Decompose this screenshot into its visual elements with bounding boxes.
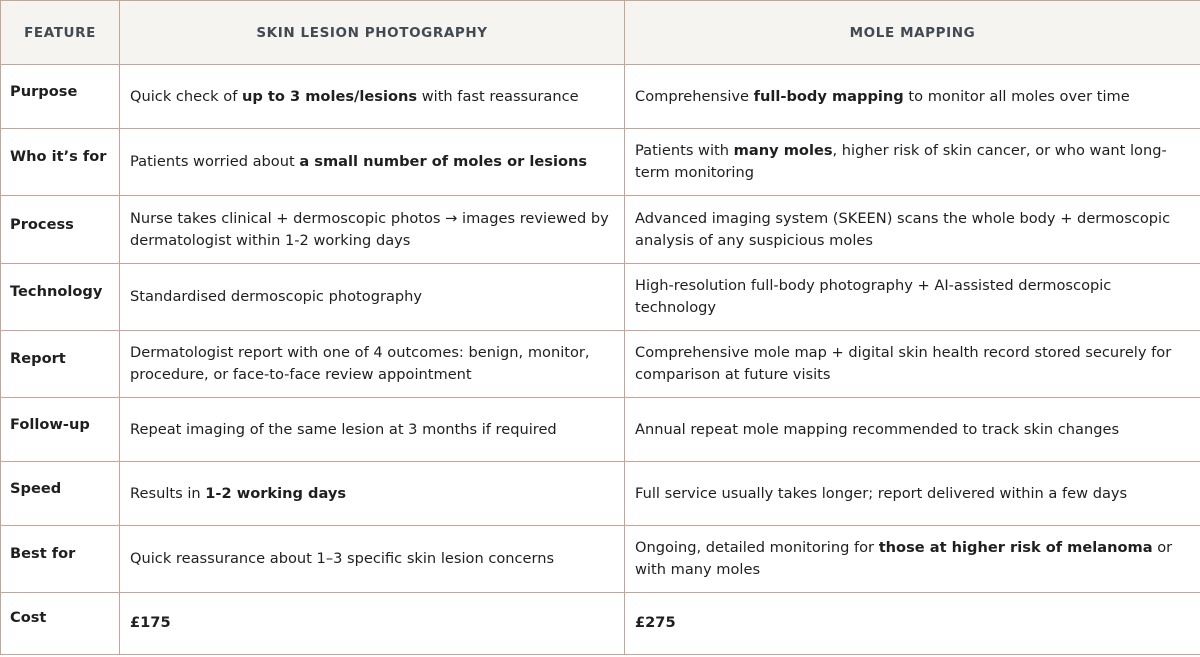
mapping-cell: High-resolution full-body photography + AI-assisted dermoscopic technology (625, 263, 1200, 330)
header-feature: FEATURE (1, 1, 120, 65)
photo-cell: £175 (120, 592, 625, 654)
header-skin-lesion-photography: SKIN LESION PHOTOGRAPHY (120, 1, 625, 65)
photo-cell: Dermatologist report with one of 4 outcomes: benign, monitor, procedure, or face-to-face review appointment (120, 330, 625, 397)
table-row-speed (1, 462, 1200, 526)
photo-cell: Patients worried about a small number of moles or lesions (120, 129, 625, 196)
feature-label: Cost (1, 592, 120, 654)
photo-cell: Nurse takes clinical + dermoscopic photos → images reviewed by dermatologist within 1-2 working days (120, 196, 625, 263)
table-row-report (1, 330, 1200, 397)
mapping-cell: Comprehensive mole map + digital skin health record stored securely for comparison at future visits (625, 330, 1200, 397)
feature-label: Process (1, 196, 120, 263)
table-body (1, 65, 1200, 655)
mapping-cell: Ongoing, detailed monitoring for those at higher risk of melanoma or with many moles (625, 526, 1200, 592)
photo-cell: Quick check of up to 3 moles/lesions with fast reassurance (120, 65, 625, 129)
table-row-purpose (1, 65, 1200, 129)
feature-label: Best for (1, 526, 120, 592)
feature-label: Report (1, 330, 120, 397)
mapping-cell: Advanced imaging system (SKEEN) scans the whole body + dermoscopic analysis of any suspicious moles (625, 196, 1200, 263)
table-row-best-for (1, 526, 1200, 592)
feature-label: Technology (1, 263, 120, 330)
feature-label: Follow-up (1, 398, 120, 462)
photo-cell: Repeat imaging of the same lesion at 3 months if required (120, 398, 625, 462)
mapping-cell: Annual repeat mole mapping recommended to track skin changes (625, 398, 1200, 462)
table-row-who-its-for (1, 129, 1200, 196)
header-row (1, 1, 1200, 65)
table-row-technology (1, 263, 1200, 330)
feature-label: Who it’s for (1, 129, 120, 196)
mapping-cell: Full service usually takes longer; report delivered within a few days (625, 462, 1200, 526)
photo-cell: Results in 1-2 working days (120, 462, 625, 526)
feature-label: Purpose (1, 65, 120, 129)
mapping-cell: £275 (625, 592, 1200, 654)
header-mole-mapping: MOLE MAPPING (625, 1, 1200, 65)
table-row-follow-up (1, 398, 1200, 462)
table-row-process (1, 196, 1200, 263)
table-header (1, 1, 1200, 65)
table-row-cost (1, 592, 1200, 654)
mapping-cell: Comprehensive full-body mapping to monitor all moles over time (625, 65, 1200, 129)
photo-cell: Quick reassurance about 1–3 specific skin lesion concerns (120, 526, 625, 592)
feature-label: Speed (1, 462, 120, 526)
mapping-cell: Patients with many moles, higher risk of skin cancer, or who want long-term monitoring (625, 129, 1200, 196)
photo-cell: Standardised dermoscopic photography (120, 263, 625, 330)
